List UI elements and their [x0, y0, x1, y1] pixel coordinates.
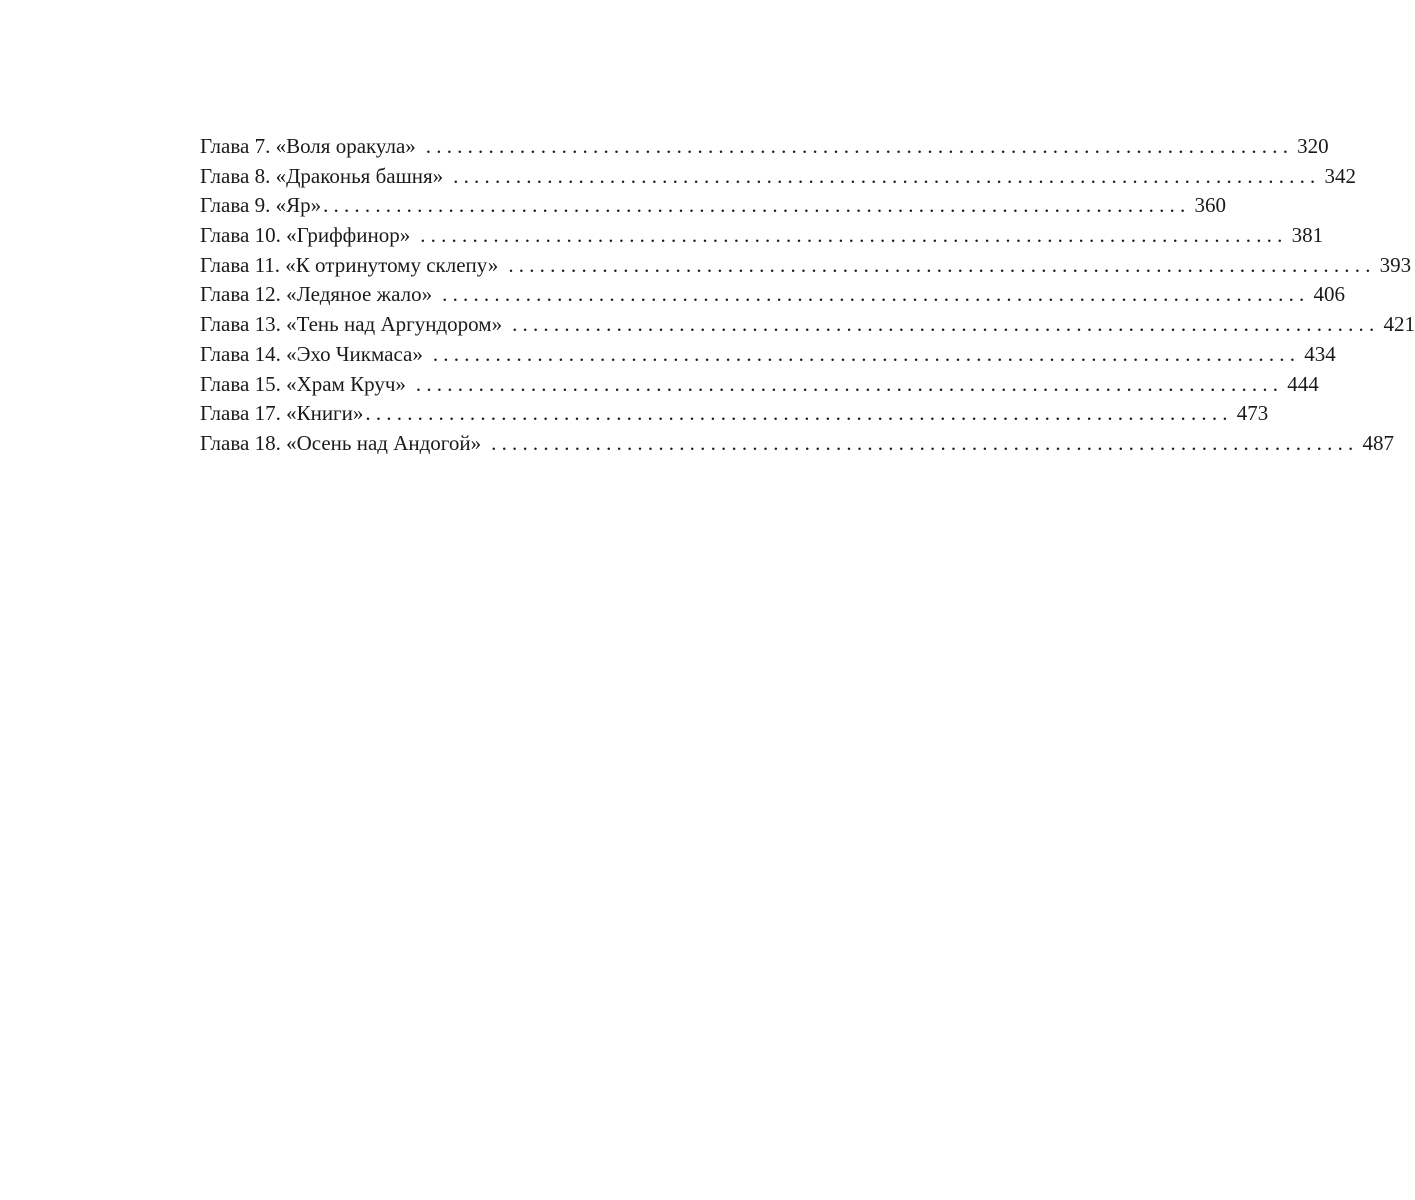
toc-entry-title: Глава 17. «Книги» [200, 401, 364, 426]
toc-entry-title: Глава 15. «Храм Круч» [200, 371, 406, 396]
dot-leader: ................................................................................... [491, 430, 1359, 455]
dot-leader: ................................................................................... [453, 163, 1321, 188]
toc-entry [200, 191, 1226, 221]
dot-leader: ................................................................................... [508, 252, 1376, 277]
toc-entry [200, 370, 1319, 400]
toc-entry-title: Глава 9. «Яр» [200, 193, 322, 218]
toc-entry-title: Глава 10. «Гриффинор» [200, 223, 411, 248]
toc-entry-title: Глава 11. «К отринутому склепу» [200, 252, 499, 277]
toc-entry-page: 487 [1362, 430, 1394, 455]
toc-entry-title: Глава 14. «Эхо Чикмаса» [200, 341, 423, 366]
toc-entry-title: Глава 18. «Осень над Андогой» [200, 430, 482, 455]
dot-leader: ................................................................................... [432, 341, 1301, 366]
toc-entry-page: 320 [1297, 134, 1329, 158]
toc-entry-page: 360 [1194, 193, 1226, 218]
dot-leader: ................................................................................... [420, 223, 1288, 248]
dot-leader: ................................................................................... [425, 134, 1294, 158]
toc-entry-page: 381 [1291, 223, 1324, 248]
toc-entry-title: Глава 7. «Воля оракула» [200, 134, 416, 158]
toc-entry [200, 251, 1412, 281]
toc-entry [200, 429, 1394, 459]
dot-leader: ................................................................................... [512, 312, 1380, 337]
toc-entry-title: Глава 13. «Тень над Аргундором» [200, 312, 503, 337]
toc-entry-page: 421 [1383, 312, 1415, 337]
toc-entry-page: 406 [1313, 282, 1345, 307]
toc-entry-page: 473 [1236, 401, 1269, 426]
toc-entry [200, 280, 1345, 310]
toc-entry-page: 444 [1287, 371, 1319, 396]
toc-entry-page: 393 [1379, 252, 1412, 277]
toc-entry [200, 310, 1415, 340]
dot-leader: ................................................................................... [442, 282, 1310, 307]
dot-leader: ................................................................................... [323, 193, 1191, 218]
toc-entry-title: Глава 12. «Ледяное жало» [200, 282, 433, 307]
dot-leader: ................................................................................... [365, 401, 1233, 426]
toc-entry [200, 340, 1336, 370]
toc-entry-page: 342 [1324, 163, 1357, 188]
toc-entry-page: 434 [1304, 341, 1336, 366]
toc-entry [200, 399, 1269, 429]
toc-entry [200, 221, 1324, 251]
table-of-contents [200, 132, 1415, 459]
toc-entry [200, 162, 1357, 192]
toc-entry [200, 132, 1329, 162]
toc-entry-title: Глава 8. «Драконья башня» [200, 163, 444, 188]
dot-leader: ................................................................................... [415, 371, 1284, 396]
